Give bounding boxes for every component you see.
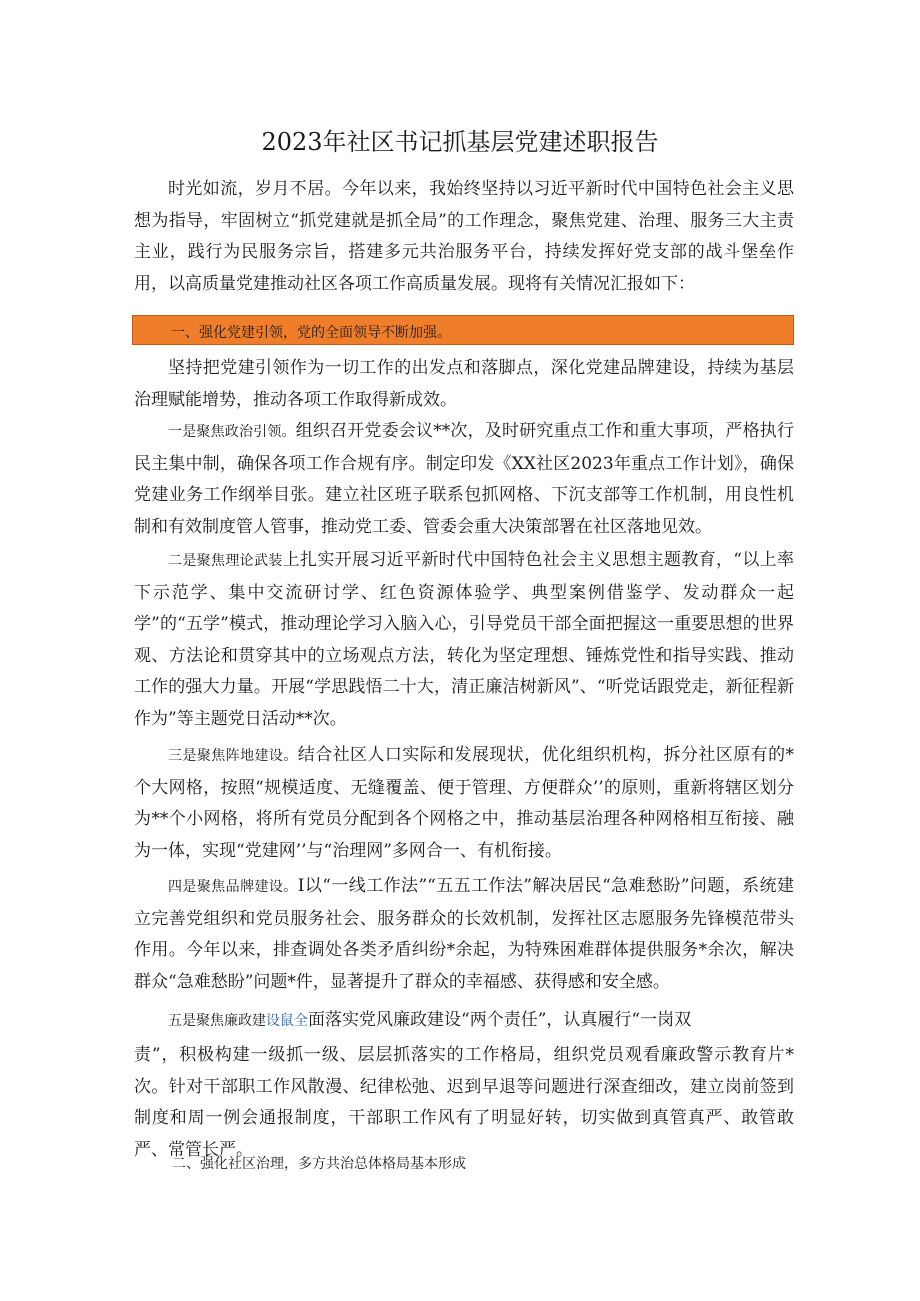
point-2-lead: 二是聚焦理论武装: [168, 553, 283, 569]
point-3-lead: 三是聚焦阵地建设。: [168, 748, 298, 764]
section-1-heading: 一、强化党建引领，党的全面领导不断加强。: [171, 325, 451, 341]
point-5-rest: 责”，积极构建一级抓一级、层层抓落实的工作格局，组织党员观看廉政警示教育片*次。针对干部职工作风散漫、纪律松弛、迟到早退等问题进行深查细改，建立岗前签到制度和周一例会通报制度，干部职工作风有了明显好转，切实做到真管真严、敢管敢严、常管长严。: [134, 1045, 794, 1160]
point-1-lead: 一是聚焦政治引领。: [168, 424, 296, 440]
point-5-lead: 五是聚焦廉政建: [168, 1013, 266, 1029]
point-2-body: 上扎实开展习近平新时代中国特色社会主义思想主题教育，“以上率下示范学、集中交流研讨学、红色资源体验学、典型案例借鉴学、发动群众一起学”的“五学”模式，推动理论学习入脑入心，引导党员干部全面把握这一重要思想的世界观、方法论和贯穿其中的立场观点方法，转化为坚定理想、锤炼党性和指导实践、推动工作的强大力量。开展“学思践悟二十大，清正廉洁树新风”、“听党话跟党走，新征程新作为”等主题党日活动**次。: [134, 550, 794, 729]
point-3-paragraph: [134, 740, 794, 867]
section-1-intro: 坚持把党建引领作为一切工作的出发点和落脚点，深化党建品牌建设，持续为基层治理赋能增势，推动各项工作取得新成效。: [134, 358, 794, 410]
point-5-highlight: 设鼠全: [266, 1013, 308, 1029]
point-1-paragraph: [134, 416, 794, 543]
point-5-body-line1: 面落实党风廉政建设“两个责任”，认真履行“一岗双: [308, 1010, 692, 1030]
point-4-lead: 四是聚焦品牌建设。: [168, 879, 298, 895]
point-4-body: I以“一线工作法”“五五工作法”解决居民“急难愁盼”问题，系统建立完善党组织和党员服务社会、服务群众的长效机制，发挥社区志愿服务先锋模范带头作用。今年以来，排查调处各类矛盾纠纷*余起，为特殊困难群体提供服务*余次，解决群众“急难愁盼”问题*件，显著提升了群众的幸福感、获得感和安全感。: [134, 876, 794, 992]
point-4-paragraph: [134, 871, 794, 998]
point-5-first-line: [134, 1005, 794, 1038]
point-3-body: 结合社区人口实际和发展现状，优化组织机构，拆分社区原有的*个大网格，按照“规模适度、无缝覆盖、便于管理、方便群众’’的原则，重新将辖区划分为**个小网格，将所有党员分配到各个网格之中，推动基层治理各种网格相互衔接、融为一体，实现“党建网’’与“治理网”多网合一、有机衔接。: [134, 745, 795, 861]
section-1-heading-banner: [132, 315, 794, 345]
point-2-paragraph: [134, 545, 794, 735]
point-1-body: 组织召开党委会议**次，及时研究重点工作和重大事项，严格执行民主集中制，确保各项工作合规有序。制定印发《XX社区2023年重点工作计划》，确保党建业务工作纲举目张。建立社区班子联系包抓网格、下沉支部等工作机制，用良性机制和有效制度管人管事，推动党工委、管委会重大决策部署在社区落地见效。: [134, 421, 794, 537]
section-2-heading: 二、强化社区治理，多方共治总体格局基本形成: [172, 1156, 466, 1172]
intro-paragraph: 时光如流，岁月不居。今年以来，我始终坚持以习近平新时代中国特色社会主义思想为指导，牢固树立“抓党建就是抓全局”的工作理念，聚焦党建、治理、服务三大主责主业，践行为民服务宗旨，搭建多元共治服务平台，持续发挥好党支部的战斗堡垒作用，以高质量党建推动社区各项工作高质量发展。现将有关情况汇报如下：: [134, 179, 794, 294]
document-title: 2023年社区书记抓基层党建述职报告: [261, 128, 659, 156]
